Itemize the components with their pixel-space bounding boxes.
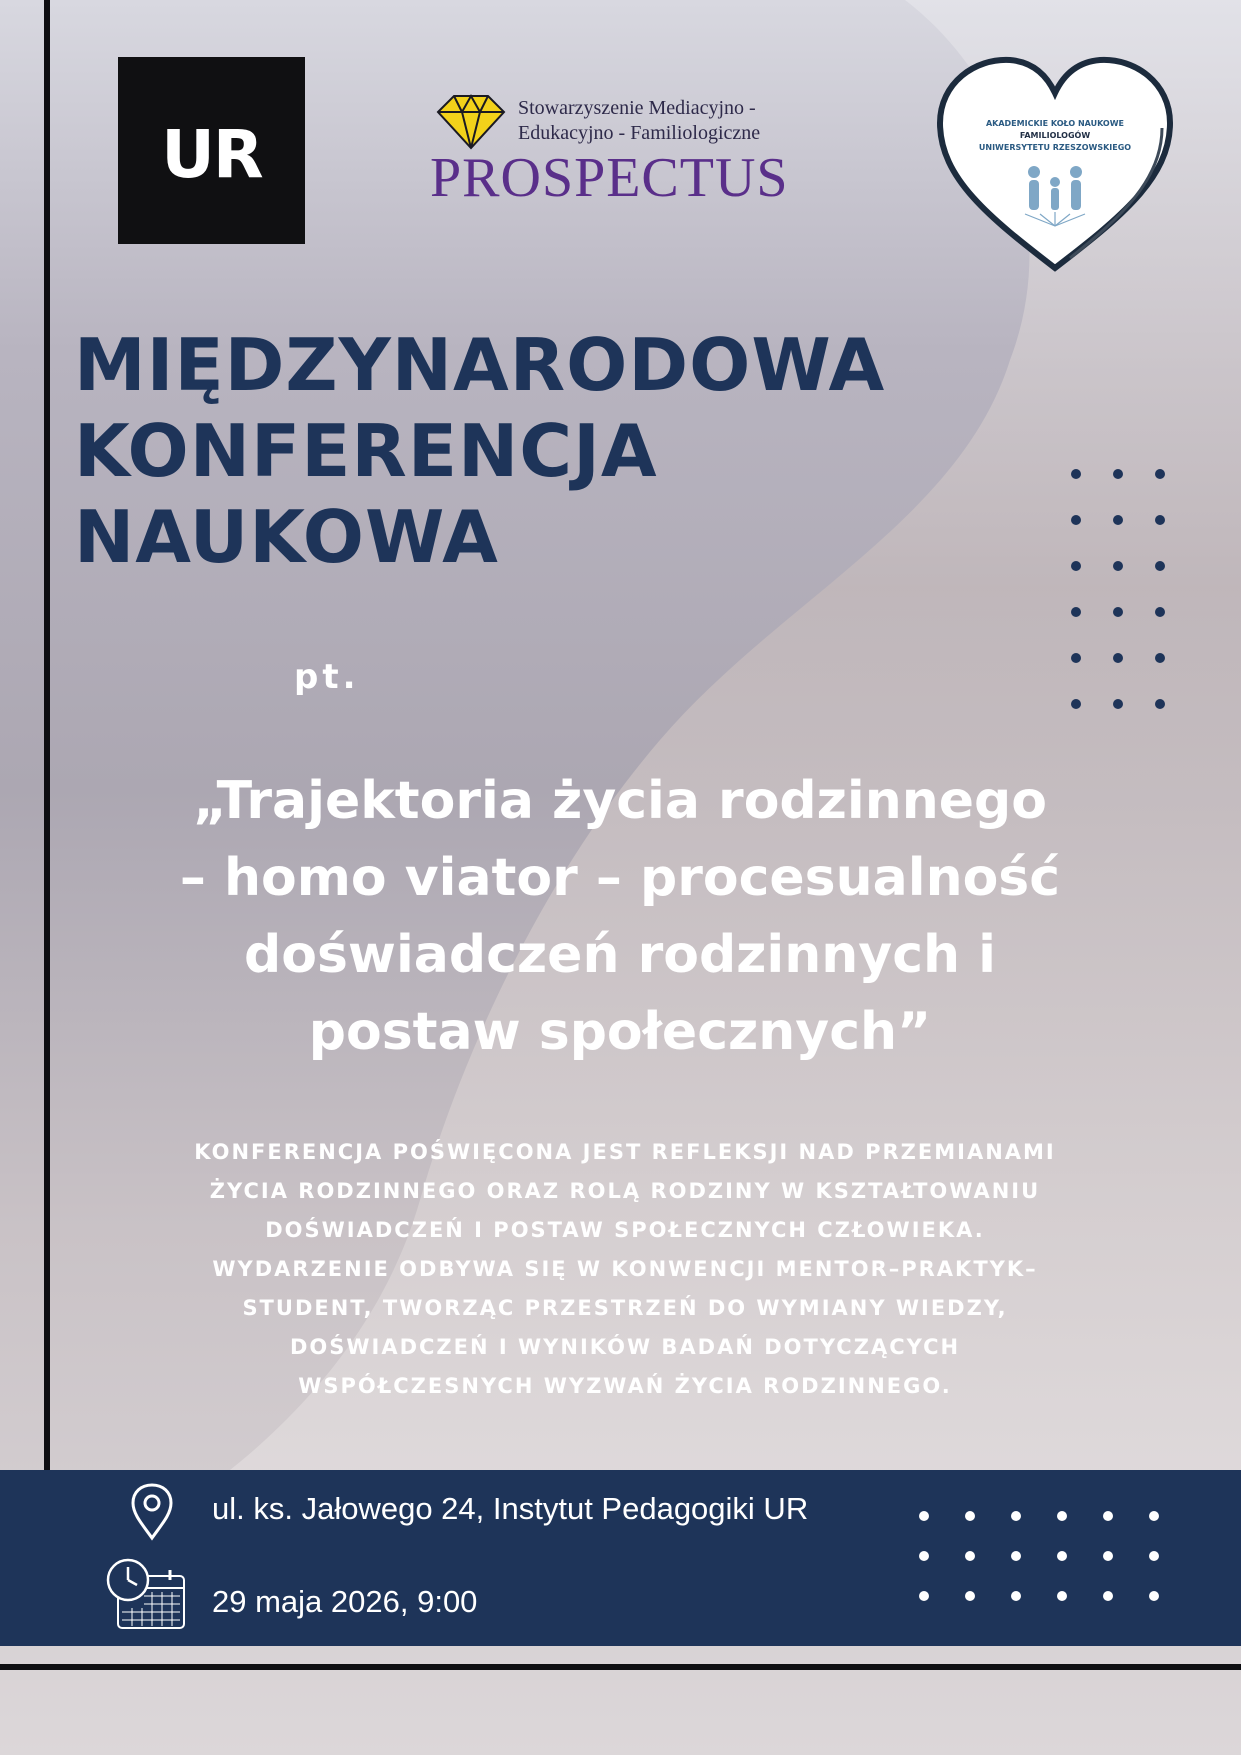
dot: [1011, 1551, 1021, 1561]
dot: [1155, 561, 1165, 571]
dot: [1149, 1511, 1159, 1521]
dot: [1113, 607, 1123, 617]
event-datetime: 29 maja 2026, 9:00: [212, 1584, 478, 1619]
dot: [1071, 653, 1081, 663]
dot: [919, 1511, 929, 1521]
conference-subtitle: „Trajektoria życia rodzinnego – homo viator – procesualność doświadczeń rodzinnych i postaw społecznych”: [179, 771, 1061, 1062]
dot: [1155, 515, 1165, 525]
university-logo: [118, 57, 305, 244]
pt-label: pt.: [294, 657, 360, 697]
dot: [1011, 1591, 1021, 1601]
dot: [1113, 653, 1123, 663]
decorative-dots-bottom: [919, 1511, 1159, 1601]
heart-icon: [930, 48, 1180, 278]
diamond-icon: [430, 90, 512, 150]
dot: [1155, 699, 1165, 709]
prospectus-logo: [430, 90, 820, 220]
dot: [965, 1511, 975, 1521]
dot: [965, 1591, 975, 1601]
dot: [1071, 561, 1081, 571]
dot: [1149, 1551, 1159, 1561]
association-name: Stowarzyszenie Mediacyjno - Edukacyjno - Familiologiczne: [518, 97, 761, 144]
dot: [1113, 469, 1123, 479]
dot: [1057, 1591, 1067, 1601]
location-pin-icon: [128, 1482, 176, 1542]
dot: [1071, 469, 1081, 479]
student-club-logo: [930, 48, 1180, 278]
dot: [1113, 699, 1123, 709]
club-name: AKADEMICKIE KOŁO NAUKOWE FAMILIOLOGÓW UNIWERSYTETU RZESZOWSKIEGO: [978, 119, 1132, 152]
dot: [1103, 1551, 1113, 1561]
dot: [1071, 607, 1081, 617]
dot: [1071, 515, 1081, 525]
association-title: PROSPECTUS: [430, 147, 789, 209]
dot: [1103, 1511, 1113, 1521]
event-address: ul. ks. Jałowego 24, Instytut Pedagogiki UR: [212, 1491, 809, 1526]
dot: [1071, 699, 1081, 709]
dot: [1011, 1511, 1021, 1521]
dot: [1113, 561, 1123, 571]
dot: [919, 1551, 929, 1561]
clock-calendar-icon: [104, 1556, 188, 1632]
bottom-horizontal-rule: [0, 1664, 1241, 1670]
dot: [1057, 1511, 1067, 1521]
university-monogram: UR: [161, 116, 262, 193]
dot: [1103, 1591, 1113, 1601]
page-title: MIĘDZYNARODOWA KONFERENCJA NAUKOWA: [74, 323, 886, 579]
dot: [919, 1591, 929, 1601]
dot: [1113, 515, 1123, 525]
dot: [1155, 469, 1165, 479]
left-vertical-rule: [44, 0, 50, 1473]
dot: [1155, 653, 1165, 663]
dot: [1057, 1551, 1067, 1561]
dot: [1155, 607, 1165, 617]
decorative-dots-top: [1071, 469, 1165, 709]
conference-description: KONFERENCJA POŚWIĘCONA JEST REFLEKSJI NAD PRZEMIANAMI ŻYCIA RODZINNEGO ORAZ ROLĄ RODZINY W KSZTAŁTOWANIU DOŚWIADCZEŃ I POSTAW SPOŁECZNYCH CZŁOWIEKA. WYDARZENIE ODBYWA SIĘ W KONWENCJI MENTOR–PRAKTYK– STUDENT, TWORZĄC PRZESTRZEŃ DO WYMIANY WIEDZY, DOŚWIADCZEŃ I WYNIKÓW BADAŃ DOTYCZĄCYCH WSPÓŁCZESNYCH WYZWAŃ ŻYCIA RODZINNEGO.: [194, 1140, 1056, 1398]
dot: [965, 1551, 975, 1561]
dot: [1149, 1591, 1159, 1601]
